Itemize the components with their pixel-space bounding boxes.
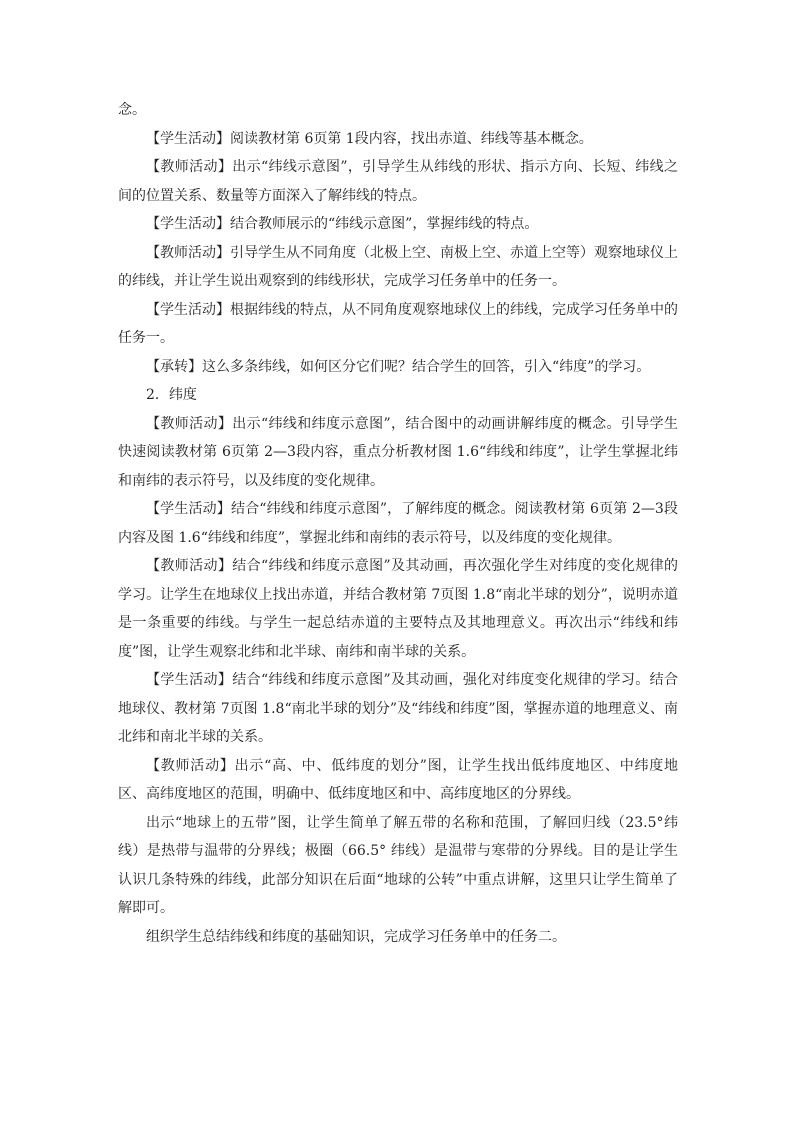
paragraph-student-activity-2: 【学生活动】结合教师展示的“纬线示意图”，掌握纬线的特点。 [146,216,539,232]
paragraph-five-zones: 出示“地球上的五带”图，让学生简单了解五带的名称和范围，了解回归线（23.5°纬线）是热带与温带的分界线；极圈（66.5° 纬线）是温带与寒带的分界线。目的是让学生认识几条特殊的纬线，此部分知识在后面“地球的公转”中重点讲解，这里只让学生简单了解即可。 [118,814,678,916]
paragraph-student-activity-1: 【学生活动】阅读教材第 6页第 1段内容，找出赤道、纬线等基本概念。 [146,130,593,147]
paragraph-student-activity-4: 【学生活动】结合“纬线和纬度示意图”，了解纬度的概念。阅读教材第 6页第 2—3段内容及图 1.6“纬线和纬度”，掌握北纬和南纬的表示符号，以及纬度的变化规律。 [118,501,678,546]
paragraph-student-activity-5: 【学生活动】结合“纬线和纬度示意图”及其动画，强化对纬度变化规律的学习。结合地球仪、教材第 7页图 1.8“南北半球的划分”及“纬线和纬度”图，掌握赤道的地理意义、南北纬和南北半球的关系。 [118,672,678,745]
paragraph-continuation: 念。 [118,102,146,118]
paragraph-teacher-activity-5: 【教师活动】出示“高、中、低纬度的划分”图，让学生找出低纬度地区、中纬度地区、高纬度地区的范围，明确中、低纬度地区和中、高纬度地区的分界线。 [118,757,678,802]
paragraph-transition: 【承转】这么多条纬线，如何区分它们呢？结合学生的回答，引入“纬度”的学习。 [146,358,651,375]
paragraph-student-activity-3: 【学生活动】根据纬线的特点，从不同角度观察地球仪上的纬线，完成学习任务单中的任务一。 [118,301,678,346]
paragraph-teacher-activity-3: 【教师活动】出示“纬线和纬度示意图”，结合图中的动画讲解纬度的概念。引导学生快速阅读教材第 6页第 2—3段内容，重点分析教材图 1.6“纬线和纬度”，让学生掌握北纬和南纬的表示符号，以及纬度的变化规律。 [118,415,678,489]
section-heading-latitude: 2．纬度 [146,387,197,403]
document-body [118,96,678,951]
paragraph-summary: 组织学生总结纬线和纬度的基础知识，完成学习任务单中的任务二。 [146,928,566,945]
paragraph-teacher-activity-2: 【教师活动】引导学生从不同角度（北极上空、南极上空、赤道上空等）观察地球仪上的纬线，并让学生说出观察到的纬线形状，完成学习任务单中的任务一。 [118,244,678,289]
paragraph-teacher-activity-4: 【教师活动】结合“纬线和纬度示意图”及其动画，再次强化学生对纬度的变化规律的学习。让学生在地球仪上找出赤道，并结合教材第 7页图 1.8“南北半球的划分”，说明赤道是一条重要的纬线。与学生一起总结赤道的主要特点及其地理意义。再次出示“纬线和纬度”图，让学生观察北纬和北半球、南纬和南半球的关系。 [118,558,678,660]
paragraph-teacher-activity-1: 【教师活动】出示“纬线示意图”，引导学生从纬线的形状、指示方向、长短、纬线之间的位置关系、数量等方面深入了解纬线的特点。 [118,159,678,204]
